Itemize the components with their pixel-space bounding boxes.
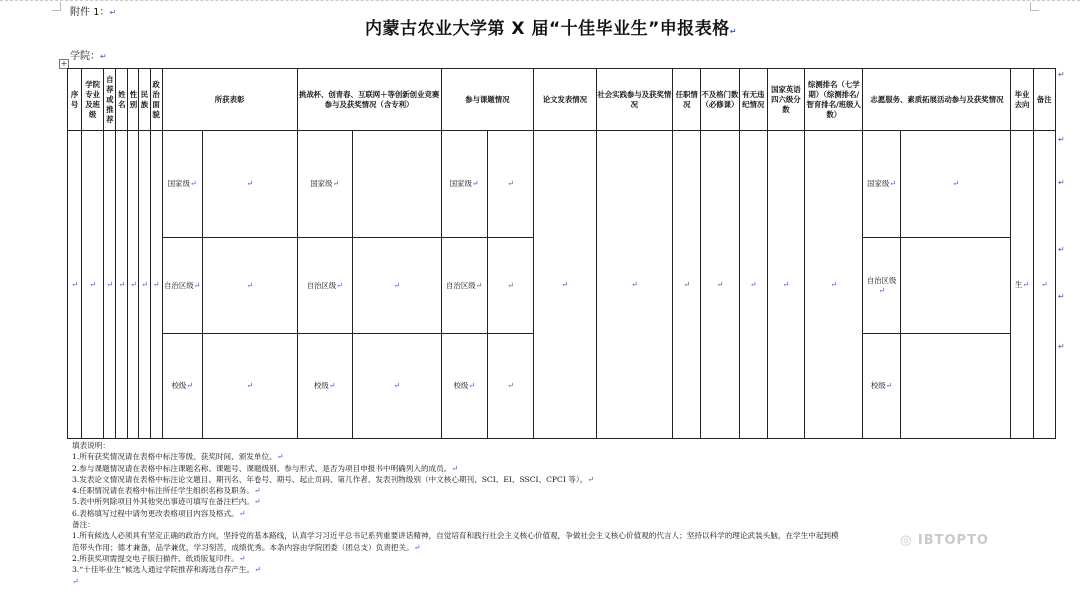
header-major-class: 学院专业及班级 (82, 69, 104, 131)
cell-papers[interactable]: ↵ (534, 131, 596, 439)
row-end-mark-icon: ↵ (1058, 178, 1065, 187)
remark-item: 3.“十佳毕业生”候选人通过学院推荐和海选自荐产生。↵ (72, 565, 261, 575)
volunteer-level-school: 校级↵ (863, 334, 900, 439)
remarks-heading: 备注： (72, 520, 95, 530)
projects-level-regional: 自治区级↵ (441, 238, 487, 334)
cell-failed-courses[interactable]: ↵ (701, 131, 739, 439)
note-item: 2.参与课题情况请在表格中标注课题名称、课题号、课题级别、参与形式、是否为项目申报书中明确列入的成员。↵ (72, 463, 459, 473)
row-end-mark-icon: ↵ (1058, 342, 1065, 351)
awards-level-regional: 自治区级↵ (162, 238, 202, 334)
competitions-school-value[interactable]: ↵ (352, 334, 441, 439)
projects-school-value[interactable]: ↵ (487, 334, 533, 439)
row-end-mark-icon: ↵ (1058, 70, 1065, 79)
cell-social-practice[interactable]: ↵ (596, 131, 673, 439)
cell-seq[interactable]: ↵ (68, 131, 82, 439)
header-discipline: 有无违纪情况 (739, 69, 767, 131)
projects-level-school: 校级↵ (441, 334, 487, 439)
header-ranking: 综测排名（七学期）（综测排名/智育排名/班级人数） (805, 69, 863, 131)
cell-ethnicity[interactable]: ↵ (139, 131, 150, 439)
note-item: 1.所有获奖情况请在表格中标注等级、获奖时间、颁发单位。↵ (72, 452, 284, 462)
cell-positions[interactable]: ↵ (673, 131, 701, 439)
volunteer-level-regional: 自治区级↵ (863, 238, 900, 334)
volunteer-level-national: 国家级↵ (863, 131, 900, 238)
competitions-regional-value[interactable]: ↵ (352, 238, 441, 334)
cell-graduation[interactable]: 生↵ (1011, 131, 1033, 439)
cell-self-recommended[interactable]: ↵ (104, 131, 116, 439)
header-ethnicity: 民族 (139, 69, 150, 131)
awards-level-school: 校级↵ (162, 334, 202, 439)
note-item: 5.表中所列除项目外其他突出事迹可填写在备注栏内。↵ (72, 497, 261, 507)
competitions-level-regional: 自治区级↵ (297, 238, 352, 334)
table-row (68, 131, 1056, 238)
header-cet: 国家英语四六级分数 (767, 69, 804, 131)
header-political-status: 政治面貌 (150, 69, 162, 131)
row-end-mark-icon: ↵ (1058, 135, 1065, 144)
projects-regional-value[interactable]: ↵ (487, 238, 533, 334)
header-self-recommended: 自荐或推荐 (104, 69, 116, 131)
table-move-handle-icon[interactable]: + (60, 59, 68, 68)
cell-major-class[interactable]: ↵ (82, 131, 104, 439)
page-top-border (0, 0, 1080, 2)
awards-school-value[interactable]: ↵ (202, 334, 297, 439)
header-gender: 性别 (128, 69, 139, 131)
remark-item: 1.所有候选人必须具有坚定正确的政治方向，坚持党的基本路线，认真学习习近平总书记系列重要讲话精神，自觉培育和践行社会主义核心价值观，争做社会主义核心价值观的代言人；坚持以科学的理论武装头脑，在学生中起到模 (72, 531, 839, 541)
header-remarks: 备注 (1033, 69, 1055, 131)
header-failed-courses: 不及格门数（必修课） (701, 69, 739, 131)
wechat-icon: ◎ (900, 533, 918, 548)
cell-name[interactable]: ↵ (116, 131, 128, 439)
competitions-national-value[interactable] (352, 131, 441, 238)
volunteer-school-value[interactable] (900, 334, 1011, 439)
header-social-practice: 社会实践参与及获奖情况 (596, 69, 673, 131)
header-papers: 论文发表情况 (534, 69, 596, 131)
annex-label: 附件 1：↵ (70, 7, 117, 18)
header-research-projects: 参与课题情况 (441, 69, 534, 131)
remark-item: 2.所获奖项需提交电子版扫描件、纸质版复印件。↵ (72, 553, 246, 563)
competitions-level-school: 校级↵ (297, 334, 352, 439)
projects-level-national: 国家级↵ (441, 131, 487, 238)
header-positions: 任职情况 (673, 69, 701, 131)
cell-discipline[interactable]: ↵ (739, 131, 767, 439)
note-item: 6.表格填写过程中请勿更改表格项目内容及格式。↵ (72, 508, 246, 518)
header-volunteer: 志愿服务、素质拓展活动参与及获奖情况 (863, 69, 1011, 131)
document-title: 内蒙古农业大学第 X 届“十佳毕业生”申报表格↵ (365, 19, 737, 39)
cell-remarks[interactable]: ↵ (1033, 131, 1055, 439)
note-item: 4.任职情况请在表格中标注所任学生组织名称及职务。↵ (72, 486, 261, 496)
cell-gender[interactable]: ↵ (128, 131, 139, 439)
volunteer-national-value[interactable]: ↵ (900, 131, 1011, 238)
cell-political-status[interactable]: ↵ (150, 131, 162, 439)
header-name: 姓名 (116, 69, 128, 131)
awards-level-national: 国家级↵ (162, 131, 202, 238)
header-competitions: 挑战杯、创青春、互联网＋等创新创业竞赛参与及获奖情况（含专利） (297, 69, 441, 131)
remark-item: 范带头作用；德才兼备，品学兼优，学习刻苦，成绩优秀。本条内容由学院团委（团总支）负责把关。↵ (72, 542, 421, 552)
trailing-paragraph-mark: ↵ (72, 576, 79, 586)
header-awards: 所获表彰 (162, 69, 297, 131)
notes-heading: 填表说明： (72, 441, 110, 450)
note-item: 3.发表论文情况请在表格中标注论文题目、期刊名、年卷号、期号、起止页码、第几作者、发表刊物级别（中文核心期刊、SCI、EI、SSCI、CPCI 等）。↵ (72, 474, 594, 484)
cell-cet[interactable]: ↵ (767, 131, 804, 439)
awards-national-value[interactable]: ↵ (202, 131, 297, 238)
header-seq: 序号 (68, 69, 82, 131)
cell-ranking[interactable]: ↵ (805, 131, 863, 439)
row-end-mark-icon: ↵ (1058, 245, 1065, 254)
fill-instructions (72, 440, 1072, 587)
watermark: ◎ IBTOPTO (900, 533, 989, 548)
margin-corner-left (52, 2, 61, 11)
competitions-level-national: 国家级↵ (297, 131, 352, 238)
row-end-mark-icon: ↵ (1058, 292, 1065, 301)
awards-regional-value[interactable]: ↵ (202, 238, 297, 334)
college-label: 学院：↵ (70, 51, 107, 62)
application-table (67, 68, 1056, 439)
header-graduation: 毕业去向 (1011, 69, 1033, 131)
header-row (68, 69, 1056, 131)
projects-national-value[interactable]: ↵ (487, 131, 533, 238)
margin-corner-right (1030, 2, 1039, 11)
volunteer-regional-value[interactable] (900, 238, 1011, 334)
